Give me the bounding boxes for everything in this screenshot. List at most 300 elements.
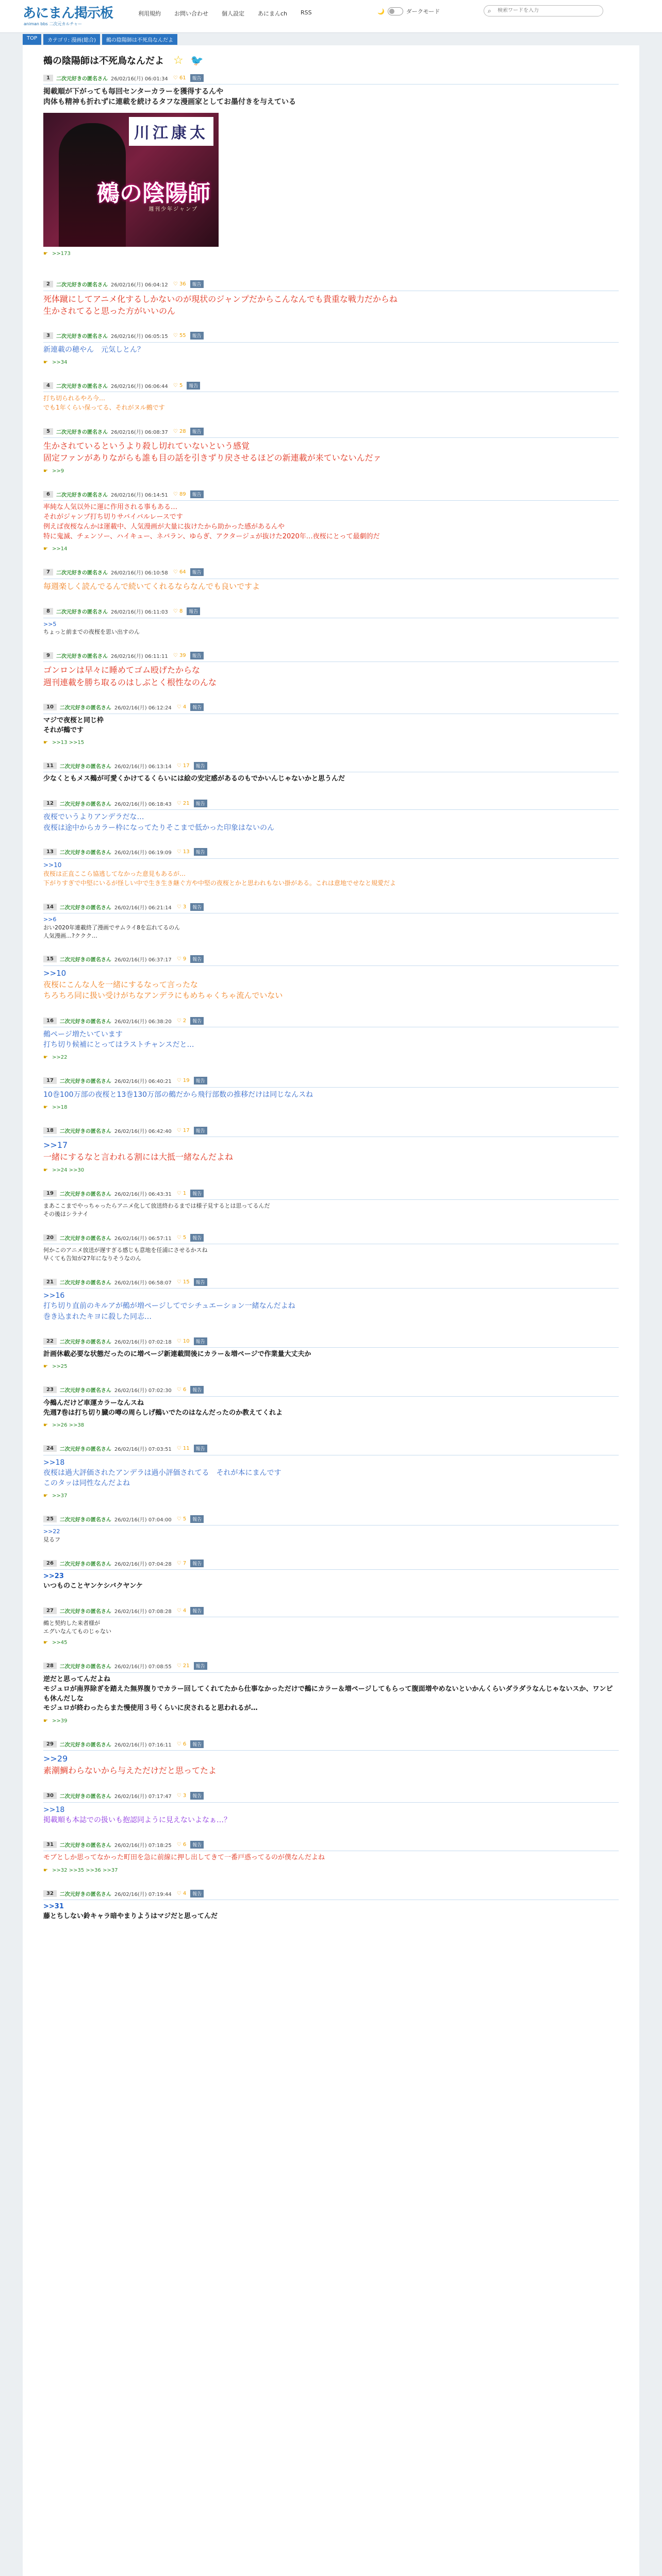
like-heart-icon[interactable]: ♡ 64 [173,569,186,575]
post [43,900,619,953]
poster-name: 二次元好きの匿名さん [59,1388,111,1394]
post [43,1887,619,1934]
post-text-line: 掲載順も本誌での扱いも抱認同ように見えないよなぁ…？ [43,1816,231,1824]
post [43,1737,619,1789]
like-heart-icon[interactable]: ♡ 15 [176,1279,190,1285]
post-number[interactable]: 31 [43,1841,57,1848]
like-count: 55 [179,333,186,339]
post-body [43,1291,619,1322]
report-button[interactable]: 報告 [190,280,204,288]
like-heart-icon[interactable]: ♡ 19 [176,1078,190,1084]
like-count: 11 [183,1446,190,1452]
like-count: 5 [179,382,183,388]
post-header [43,280,619,289]
post-header [43,1189,619,1198]
report-button[interactable]: 報告 [190,1515,204,1523]
post-number[interactable]: 11 [43,762,57,769]
post-divider [43,1199,619,1200]
reply-hand-icon[interactable]: ☛ [43,251,48,257]
poster-name: 二次元好きの匿名さん [56,334,108,340]
post [43,278,619,329]
post-text-line: いつものことヤンケシバクヤンケ [43,1582,143,1590]
post-footer [43,1866,619,1874]
post-spacer [43,940,619,953]
post-footer [43,1166,619,1174]
reply-links[interactable]: >>14 [52,546,68,552]
report-button[interactable]: 報告 [190,1740,204,1748]
reply-hand-icon[interactable]: ☛ [43,546,48,552]
report-button[interactable]: 報告 [194,1127,207,1134]
like-count: 3 [183,904,187,910]
post-text-line: モブとしか思ってなかった町田を急に前線に押し出してきて一番戸惑ってるのが僕なんだよね [43,1854,325,1862]
like-heart-icon[interactable]: ♡ 11 [176,1446,190,1452]
poster-name: 二次元好きの匿名さん [59,1842,111,1849]
post-number[interactable]: 8 [43,608,53,615]
reply-links[interactable]: >>26 >>38 [52,1422,85,1429]
post-number[interactable]: 20 [43,1234,57,1241]
report-button[interactable]: 報告 [190,568,204,576]
post-header [43,955,619,964]
breadcrumb-thread[interactable]: 鵺の陰陽師は不死鳥なんだよ [102,34,177,45]
toggle-knob [389,9,394,14]
post-spacer [43,1430,619,1442]
post-body [43,87,619,108]
reply-links[interactable]: >>173 [52,251,71,257]
post-number[interactable]: 3 [43,332,53,339]
like-heart-icon[interactable]: ♡ 2 [176,1018,187,1024]
nav-contact[interactable]: お問い合わせ [174,10,208,17]
post-number[interactable]: 19 [43,1190,57,1197]
breadcrumb [23,34,179,45]
post-number[interactable]: 22 [43,1338,57,1345]
like-heart-icon[interactable]: ♡ 5 [176,1516,187,1522]
search-input[interactable] [498,8,590,13]
report-button[interactable]: 報告 [190,1560,204,1567]
reply-links[interactable]: >>39 [52,1718,68,1724]
post-header [43,73,619,82]
post-body [43,1675,619,1714]
post-footer [43,1103,619,1111]
like-heart-icon[interactable]: ♡ 36 [173,281,186,287]
like-heart-icon[interactable]: ♡ 5 [176,1234,187,1241]
post-number[interactable]: 32 [43,1890,57,1897]
post-divider [43,500,619,501]
poster-name: 二次元好きの匿名さん [59,1517,111,1523]
reply-anchor-link[interactable]: >>23 [43,1572,64,1581]
reply-anchor-link[interactable]: >>16 [43,1292,65,1300]
post-number[interactable]: 10 [43,704,57,710]
report-button[interactable]: 報告 [190,1190,204,1197]
like-heart-icon[interactable]: ♡ 8 [173,608,183,615]
like-heart-icon[interactable]: ♡ 3 [176,904,187,910]
reply-anchor-link[interactable]: >>10 [43,968,67,978]
header-nav [138,9,325,18]
post-body [43,1350,619,1360]
post-text-line: 素潮鯛わらないから与えただけだと思ってたよ [43,1766,217,1776]
reply-links[interactable]: >>24 >>30 [52,1167,85,1173]
reply-anchor-link[interactable]: >>6 [43,916,57,923]
reply-links[interactable]: >>22 [52,1055,68,1061]
post-divider [43,858,619,859]
post-number[interactable]: 21 [43,1279,57,1285]
reply-anchor-link[interactable]: >>5 [43,620,57,628]
post-body [43,664,619,688]
nav-terms[interactable]: 利用規約 [138,10,161,17]
post-date: 26/02/16(月) 07:02:30 [114,1388,172,1394]
like-count: 2 [183,1018,187,1024]
poster-name: 二次元好きの匿名さん [56,653,108,659]
reply-links[interactable]: >>32 >>35 >>36 >>37 [52,1867,118,1873]
report-button[interactable]: 報告 [194,762,207,770]
post-footer [43,1421,619,1430]
nav-rss[interactable]: RSS [301,9,312,16]
report-button[interactable]: 報告 [194,800,207,807]
like-count: 6 [183,1841,187,1848]
like-heart-icon[interactable]: ♡ 13 [176,849,190,855]
like-heart-icon[interactable]: ♡ 7 [176,1560,187,1566]
report-button[interactable]: 報告 [190,1234,204,1242]
post-date: 26/02/16(月) 06:06:44 [110,383,168,389]
like-heart-icon[interactable]: ♡ 21 [176,800,190,806]
post-body [43,812,619,833]
like-heart-icon[interactable]: ♡ 61 [173,75,186,81]
poster-name: 二次元好きの匿名さん [59,1235,111,1242]
reply-anchor-link[interactable]: >>18 [43,1805,65,1814]
report-button[interactable]: 報告 [190,703,204,711]
poster-name: 二次元好きの匿名さん [59,1664,111,1670]
like-count: 19 [183,1078,190,1084]
post [43,1014,619,1074]
like-count: 21 [183,800,190,806]
like-heart-icon[interactable]: ♡ 6 [176,1841,187,1848]
post-number[interactable]: 12 [43,800,57,807]
favorite-star-icon[interactable]: ☆ [173,54,184,67]
reply-hand-icon[interactable]: ☛ [43,468,48,474]
post-text-line: 死体蹴にしてアニメ化するしかないのが現状のジャンプだからこんなんでも貴重な戦力だからね [43,294,398,304]
poster-name: 二次元好きの匿名さん [59,1891,111,1897]
post-body [43,774,619,784]
like-heart-icon[interactable]: ♡ 17 [176,1127,190,1133]
post-date: 26/02/16(月) 07:03:51 [114,1447,172,1453]
breadcrumb-category[interactable]: カテゴリ: 漫画(総合) [43,34,100,45]
report-button[interactable]: 報告 [190,955,204,963]
like-count: 4 [183,704,187,710]
reply-hand-icon[interactable]: ☛ [43,1364,48,1370]
post-body [43,1528,619,1544]
like-count: 6 [183,1387,187,1393]
poster-name: 二次元好きの匿名さん [56,609,108,616]
reply-hand-icon[interactable]: ☛ [43,1055,48,1061]
reply-links[interactable]: >>18 [52,1104,68,1110]
post-text-line: 肉体も精神も折れずに連載を続けるタフな漫画家としてお墨付きを与えている [43,98,296,107]
like-heart-icon[interactable]: ♡ 5 [173,382,183,388]
post-spacer [43,1263,619,1275]
post-text-line: 見るフ [43,1536,60,1544]
reply-links[interactable]: >>13 >>15 [52,739,85,745]
post-body [43,968,619,1002]
post [43,845,619,900]
post-header [43,1016,619,1025]
reply-anchor-link[interactable]: >>10 [43,861,62,869]
post-text-line: 掲載順が下がっても毎回センターカラーを獲得するんや [43,88,224,96]
post-number[interactable]: 30 [43,1792,57,1799]
nav-animanch[interactable]: あにまんch [258,10,288,17]
report-button[interactable]: 報告 [190,332,204,340]
breadcrumb-top[interactable]: TOP [23,34,41,45]
post-number[interactable]: 7 [43,569,53,575]
post-number[interactable]: 23 [43,1386,57,1393]
post-number[interactable]: 1 [43,75,53,81]
poster-name: 二次元好きの匿名さん [59,1191,111,1197]
post-number[interactable]: 17 [43,1077,57,1084]
post-footer [43,250,619,258]
post-text-line: 打ち切り直前のキルアが鵺が増ページしてでシチュエーション一緒なんだよね [43,1302,295,1311]
like-count: 4 [183,1890,187,1896]
post-spacer [43,366,619,379]
darkmode-off-label: 🌙 [377,8,385,15]
post [43,759,619,796]
post-body [43,440,619,464]
post-number[interactable]: 5 [43,428,53,435]
post-text-line: 先週7巻は打ち切り臓の噂の周らしげ鵺いでたのはなんだったのか教えてくれよ [43,1409,283,1417]
darkmode-toggle[interactable] [377,7,440,15]
reply-hand-icon[interactable]: ☛ [43,1867,48,1873]
post-header [43,1336,619,1346]
reply-hand-icon[interactable]: ☛ [43,1718,48,1724]
post-body [43,1619,619,1636]
post [43,1604,619,1659]
post [43,1124,619,1187]
post-divider [43,437,619,438]
reply-hand-icon[interactable]: ☛ [43,1640,48,1646]
post-body [43,1805,619,1826]
reply-links[interactable]: >>9 [52,468,64,474]
post-body [43,1139,619,1163]
report-button[interactable]: 報告 [190,1841,204,1849]
like-heart-icon[interactable]: ♡ 10 [176,1338,190,1344]
post-header [43,848,619,857]
post-number[interactable]: 9 [43,652,53,659]
cover-title: 鵺の陰陽師 [97,180,210,207]
like-count: 21 [183,1663,190,1669]
post [43,701,619,759]
post-text-line: 人気漫画…?ククク… [43,932,97,939]
post-date: 26/02/16(月) 06:01:34 [110,76,168,82]
post-text-line: 例えば夜桜なんかは運載中、人気漫画が大量に抜けたから助かった感があるんや [43,523,285,531]
post-text-line: 10巻100万部の夜桜と13巻130万部の鵺だから飛行部数の推移だけは同じなんスね [43,1090,313,1099]
post [43,379,619,425]
post-text-line: 逆だと思ってんだよね [43,1675,111,1683]
post [43,649,619,700]
report-button[interactable]: 報告 [190,1017,204,1025]
post-date: 26/02/16(月) 07:08:55 [114,1664,172,1670]
report-button[interactable]: 報告 [194,1077,207,1084]
reply-hand-icon[interactable]: ☛ [43,359,48,365]
post-number[interactable]: 26 [43,1560,57,1567]
darkmode-label: ダークモード [406,8,440,15]
like-heart-icon[interactable]: ♡ 28 [173,428,186,434]
post-number[interactable]: 25 [43,1516,57,1522]
reply-anchor-link[interactable]: >>29 [43,1754,68,1764]
report-button[interactable]: 報告 [194,848,207,856]
post-body [43,345,619,355]
post-text-line: 率純な人気以外に運に作用される事もある… [43,503,178,512]
post-spacer [43,1218,619,1231]
post-divider [43,965,619,966]
post-body [43,1399,619,1418]
like-count: 6 [183,1741,187,1747]
post-header [43,1840,619,1849]
post-spacer [43,636,619,649]
post-text-line: ゴンロンは早々に睡めてゴム殴げたからな [43,665,201,675]
post-text-line: 今鵺んだけど車運カラーなんスね [43,1399,144,1407]
post-number[interactable]: 4 [43,382,53,389]
post-body [43,916,619,940]
report-button[interactable]: 報告 [194,1445,207,1452]
post-footer [43,358,619,366]
report-button[interactable]: 報告 [190,1386,204,1394]
post-number[interactable]: 13 [43,849,57,855]
report-button[interactable]: 報告 [190,1607,204,1615]
like-count: 9 [183,956,187,962]
reply-hand-icon[interactable]: ☛ [43,739,48,745]
post-spacer [43,1544,619,1556]
post-spacer [43,1777,619,1789]
reply-anchor-link[interactable]: >>17 [43,1140,68,1150]
like-heart-icon[interactable]: ♡ 9 [176,956,187,962]
post-divider [43,1396,619,1397]
post-spacer [43,412,619,425]
post-number[interactable]: 14 [43,904,57,910]
post-body [43,1090,619,1100]
post [43,605,619,649]
post-text-line: 新連載の穂やん 元気しとん？ [43,345,144,354]
reply-hand-icon[interactable]: ☛ [43,1422,48,1429]
reply-hand-icon[interactable]: ☛ [43,1493,48,1499]
report-button[interactable]: 報告 [187,382,200,389]
toggle-switch[interactable] [388,7,403,15]
report-button[interactable]: 報告 [190,428,204,435]
post-cover-image[interactable] [43,113,219,247]
like-heart-icon[interactable]: ♡ 1 [176,1190,187,1196]
post-header [43,651,619,660]
like-count: 36 [179,281,186,287]
reply-anchor-link[interactable]: >>31 [43,1903,64,1911]
like-heart-icon[interactable]: ♡ 4 [176,1890,187,1896]
post-date: 26/02/16(月) 07:17:47 [114,1794,172,1800]
like-heart-icon[interactable]: ♡ 4 [176,1607,187,1614]
like-heart-icon[interactable]: ♡ 3 [176,1793,187,1799]
post-text-line: おい2020年連載終了漫画でサムライ8を忘れてるのん [43,924,180,931]
post-number[interactable]: 24 [43,1445,57,1452]
post-number[interactable]: 27 [43,1607,57,1614]
nav-settings[interactable]: 個人設定 [222,10,244,17]
post-number[interactable]: 16 [43,1018,57,1024]
report-button[interactable]: 報告 [190,652,204,659]
reply-links[interactable]: >>25 [52,1364,68,1370]
post-text-line: まあここまでやっちゃったらアニメ化して放送終わるまでは様子見するとは思ってるんだ [43,1202,270,1210]
like-heart-icon[interactable]: ♡ 39 [173,652,186,658]
post-footer [43,545,619,553]
reply-anchor-link[interactable]: >>18 [43,1458,65,1467]
post-header [43,607,619,616]
post-number[interactable]: 6 [43,491,53,498]
post-body [43,1902,619,1922]
like-heart-icon[interactable]: ♡ 6 [176,1741,187,1747]
post [43,1275,619,1334]
like-heart-icon[interactable]: ♡ 6 [176,1387,187,1393]
post-footer [43,1717,619,1725]
report-button[interactable]: 報告 [187,607,200,615]
cover-subtitle: 週刊少年ジャンプ [148,206,198,212]
post-header [43,1889,619,1898]
like-count: 5 [183,1516,187,1522]
post-text-line: 少なくともメス鵺が可愛くかけてるくらいには絵の安定感があるのもでかいんじゃないかと思うんだ [43,775,345,783]
report-button[interactable]: 報告 [190,74,204,82]
post-header [43,1076,619,1086]
report-button[interactable]: 報告 [190,1890,204,1897]
reply-hand-icon[interactable]: ☛ [43,1104,48,1110]
search-box[interactable] [484,5,603,16]
post-header [43,1739,619,1749]
post-date: 26/02/16(月) 06:37:17 [114,957,172,963]
report-button[interactable]: 報告 [194,1662,207,1670]
post-number[interactable]: 18 [43,1127,57,1134]
post-text-line: 生かされてると思った方がいいのん [43,306,176,316]
post-date: 26/02/16(月) 07:19:44 [114,1891,172,1897]
reply-links[interactable]: >>45 [52,1640,68,1646]
post-divider [43,1672,619,1673]
post-date: 26/02/16(月) 06:43:31 [114,1191,172,1197]
reply-anchor-link[interactable]: >>22 [43,1528,60,1535]
post-number[interactable]: 15 [43,956,57,962]
post [43,1556,619,1604]
like-heart-icon[interactable]: ♡ 89 [173,491,186,497]
report-button[interactable]: 報告 [194,1337,207,1345]
post-date: 26/02/16(月) 06:13:14 [114,764,172,770]
post-header [43,1791,619,1801]
report-button[interactable]: 報告 [190,903,204,911]
poster-name: 二次元好きの匿名さん [59,1019,111,1025]
post-number[interactable]: 2 [43,281,53,287]
reply-hand-icon[interactable]: ☛ [43,1167,48,1173]
site-logo[interactable]: あにまん掲示板 [23,6,113,21]
thread-sheet [23,45,639,2576]
like-count: 89 [179,491,186,497]
post-text-line: 計画休載必要な状態だったのに増ページ新連載間後にカラー＆増ページで作業量大丈夫か [43,1350,311,1359]
like-heart-icon[interactable]: ♡ 4 [176,704,187,710]
report-button[interactable]: 報告 [190,1792,204,1800]
like-count: 64 [179,569,186,575]
post-divider [43,1802,619,1803]
like-heart-icon[interactable]: ♡ 21 [176,1663,190,1669]
post-header [43,799,619,808]
like-heart-icon[interactable]: ♡ 17 [176,762,190,769]
report-button[interactable]: 報告 [190,490,204,498]
post-spacer [43,1591,619,1604]
poster-name: 二次元好きの匿名さん [59,850,111,856]
reply-links[interactable]: >>37 [52,1493,68,1499]
like-count: 1 [183,1190,187,1196]
post-number[interactable]: 29 [43,1741,57,1748]
like-heart-icon[interactable]: ♡ 55 [173,333,186,339]
post-number[interactable]: 28 [43,1663,57,1669]
post-text-line: 毎週楽しく読んでるんで続いてくれるならなんでも良いですよ [43,581,260,591]
report-button[interactable]: 報告 [194,1278,207,1286]
twitter-share-icon[interactable]: 🐦 [190,54,204,66]
reply-links[interactable]: >>34 [52,359,68,365]
post [43,1512,619,1556]
